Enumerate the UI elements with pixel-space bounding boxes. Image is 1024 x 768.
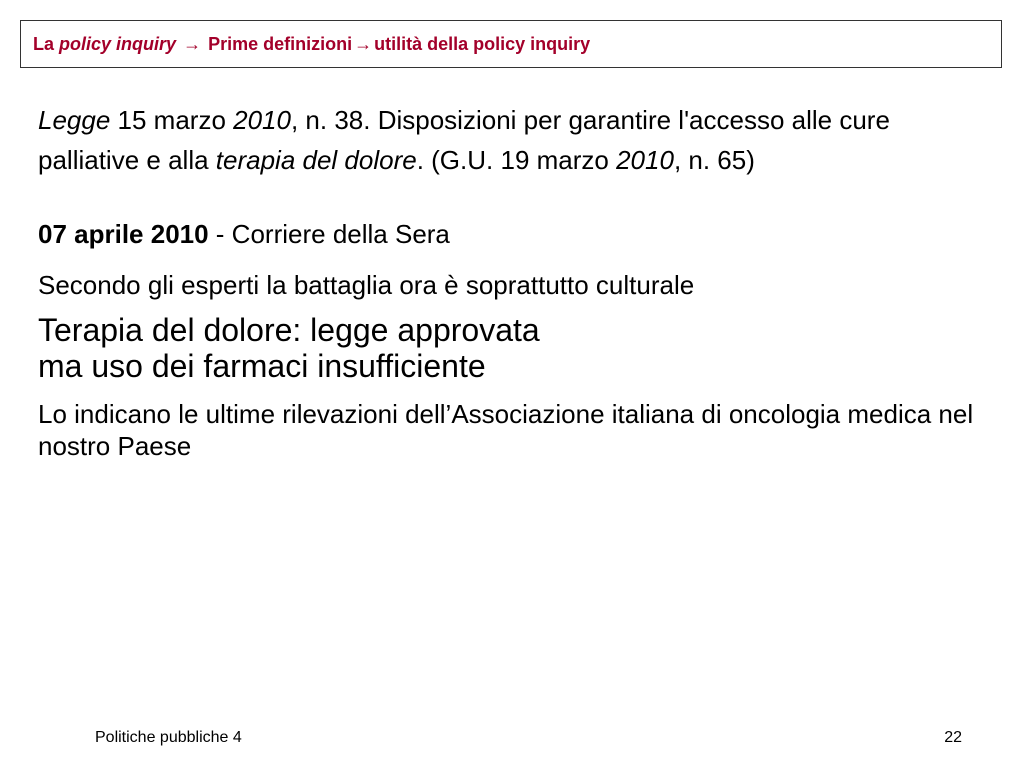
arrow-right-icon: → <box>183 33 202 54</box>
article-date: 07 aprile 2010 <box>38 219 209 249</box>
article-dateline <box>38 216 988 252</box>
article-source: - Corriere della Sera <box>208 219 450 249</box>
title-la: La <box>33 33 55 54</box>
law-text-1: 15 marzo <box>110 105 234 135</box>
article-lead: Lo indicano le ultime rilevazioni dell’Associazione italiana di oncologia medica nel nostro Paese <box>38 399 974 461</box>
page-number: 22 <box>944 729 962 746</box>
law-text-4: , n. 65) <box>673 145 755 175</box>
slide-title <box>20 20 1002 68</box>
law-legge: Legge <box>38 105 111 135</box>
title-policy-inquiry: policy inquiry <box>59 33 177 54</box>
slide-content <box>38 100 988 462</box>
law-terapia: terapia del dolore <box>215 145 417 175</box>
title-prime-definizioni: Prime definizioni <box>208 33 353 54</box>
article-subtitle: Secondo gli esperti la battaglia ora è soprattutto culturale <box>38 270 695 300</box>
headline-line-2: ma uso dei farmaci insufficiente <box>38 348 486 384</box>
headline-line-1: Terapia del dolore: legge approvata <box>38 312 540 348</box>
law-text-2: , n. 38. Disposizioni per garantire l'accesso alle cure palliative e alla <box>38 105 890 175</box>
title-utilita: utilità della policy inquiry <box>374 33 591 54</box>
arrow-right-icon: → <box>354 33 373 54</box>
law-text-3: . (G.U. 19 marzo <box>416 145 617 175</box>
law-year-1: 2010 <box>233 105 291 135</box>
footer-course: Politiche pubbliche 4 <box>95 729 242 746</box>
article-headline <box>38 312 988 384</box>
law-reference <box>38 100 988 180</box>
law-year-2: 2010 <box>616 145 674 175</box>
